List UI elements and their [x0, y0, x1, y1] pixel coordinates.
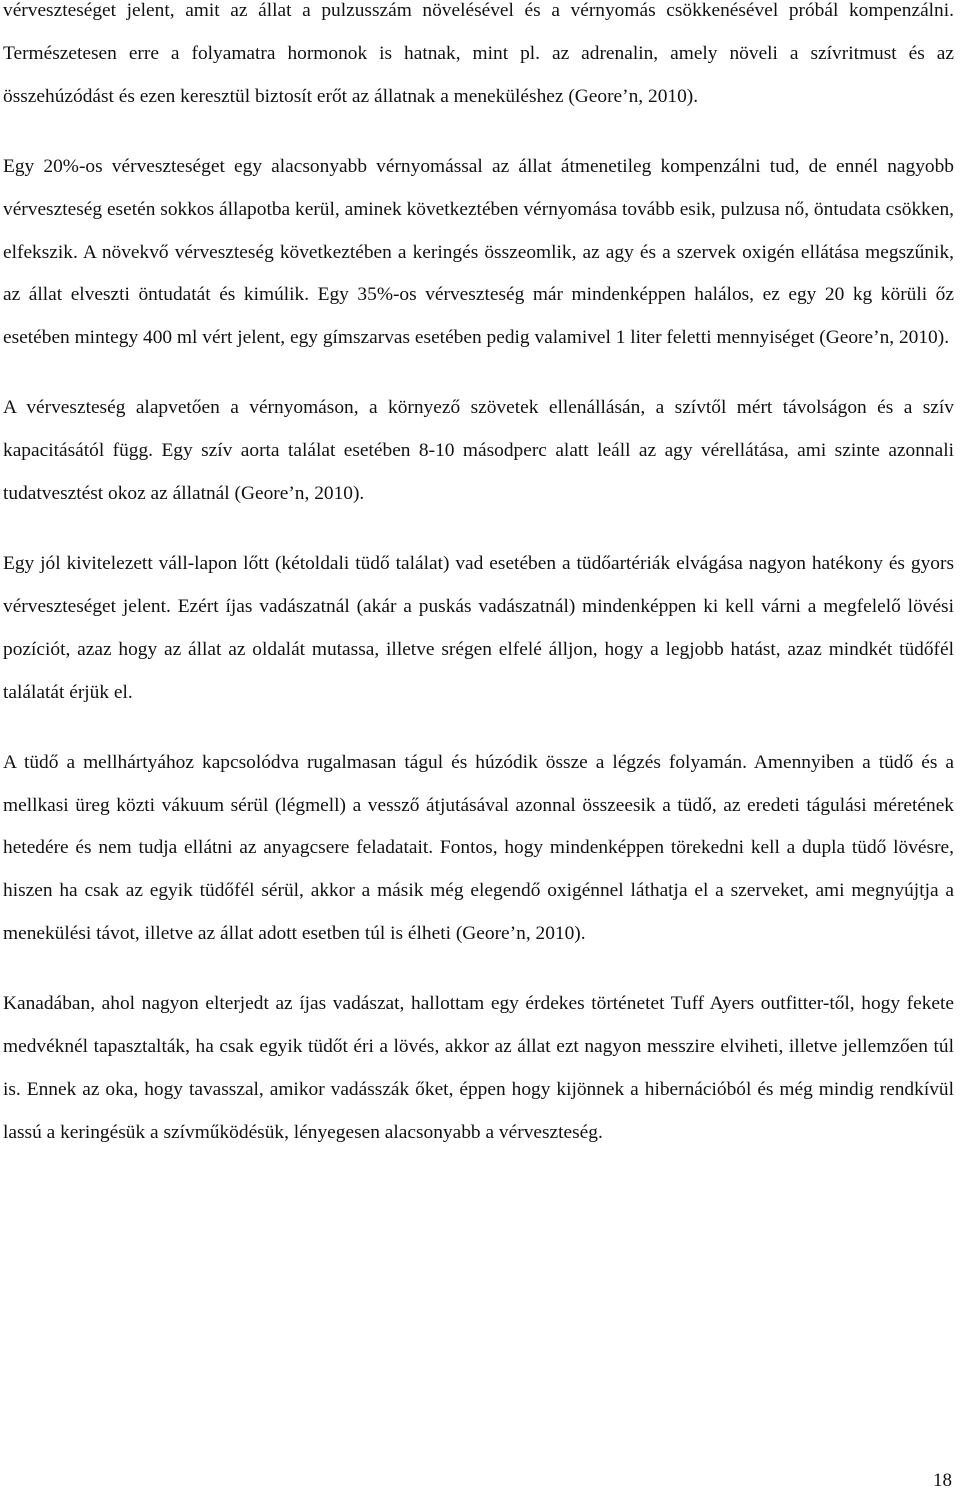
document-body — [3, 0, 954, 1182]
paragraph-2: Egy 20%-os vérveszteséget egy alacsonyabb vérnyomással az állat átmenetileg kompenzálni tud, de ennél nagyobb vérveszteség esetén sokkos állapotba kerül, aminek következtében vérnyomása tovább esik, pulzusa nő, öntudata csökken, elfekszik. A növekvő vérveszteség következtében a keringés összeomlik, az agy és a szervek oxigén ellátása megszűnik, az állat elveszti öntudatát és kimúlik. Egy 35%-os vérveszteség már mindenképpen halálos, ez egy 20 kg körüli őz esetében mintegy 400 ml vért jelent, egy gímszarvas esetében pedig valamivel 1 liter feletti mennyiséget (Geore’n, 2010). — [3, 155, 954, 349]
paragraph-6: Kanadában, ahol nagyon elterjedt az íjas vadászat, hallottam egy érdekes történetet Tuff Ayers outfitter-től, hogy fekete medvéknél tapasztalták, ha csak egyik tüdőt éri a lövés, akkor az állat ezt nagyon messzire elviheti, illetve jellemzően túl is. Ennek az oka, hogy tavasszal, amikor vadásszák őket, éppen hogy kijönnek a hibernációból és még mindig rendkívül lassú a keringésük a szívműködésük, lényegesen alacsonyabb a vérveszteség. — [3, 993, 954, 1143]
paragraph-3: A vérveszteség alapvetően a vérnyomáson, a környező szövetek ellenállásán, a szívtől mért távolságon és a szív kapacitásától függ. Egy szív aorta találat esetében 8-10 másodperc alatt leáll az agy vérellátása, ami szinte azonnali tudatvesztést okoz az állatnál (Geore’n, 2010). — [3, 397, 954, 505]
page-number: 18 — [933, 1470, 952, 1491]
paragraph-5: A tüdő a mellhártyához kapcsolódva rugalmasan tágul és húzódik össze a légzés folyamán. Amennyiben a tüdő és a mellkasi üreg közti vákuum sérül (légmell) a vessző átjutásával azonnal összeesik a tüdő, az eredeti tágulási méretének hetedére és nem tudja ellátni az anyagcsere feladatait. Fontos, hogy mindenképpen törekedni kell a dupla tüdő lövésre, hiszen ha csak az egyik tüdőfél sérül, akkor a másik még elegendő oxigénnel láthatja el a szerveket, ami megnyújtja a menekülési távot, illetve az állat adott esetben túl is élheti (Geore’n, 2010). — [3, 751, 954, 945]
paragraph-1: vérveszteséget jelent, amit az állat a pulzusszám növelésével és a vérnyomás csökkenésével próbál kompenzálni. Természetesen erre a folyamatra hormonok is hatnak, mint pl. az adrenalin, amely növeli a szívritmust és az összehúzódást és ezen keresztül biztosít erőt az állatnak a meneküléshez (Geore’n, 2010). — [3, 0, 954, 107]
paragraph-4: Egy jól kivitelezett váll-lapon lőtt (kétoldali tüdő találat) vad esetében a tüdőartériák elvágása nagyon hatékony és gyors vérveszteséget jelent. Ezért íjas vadászatnál (akár a puskás vadászatnál) mindenképpen ki kell várni a megfelelő lövési pozíciót, azaz hogy az állat az oldalát mutassa, illetve srégen elfelé álljon, hogy a legjobb hatást, azaz mindkét tüdőfél találatát érjük el. — [3, 552, 954, 703]
